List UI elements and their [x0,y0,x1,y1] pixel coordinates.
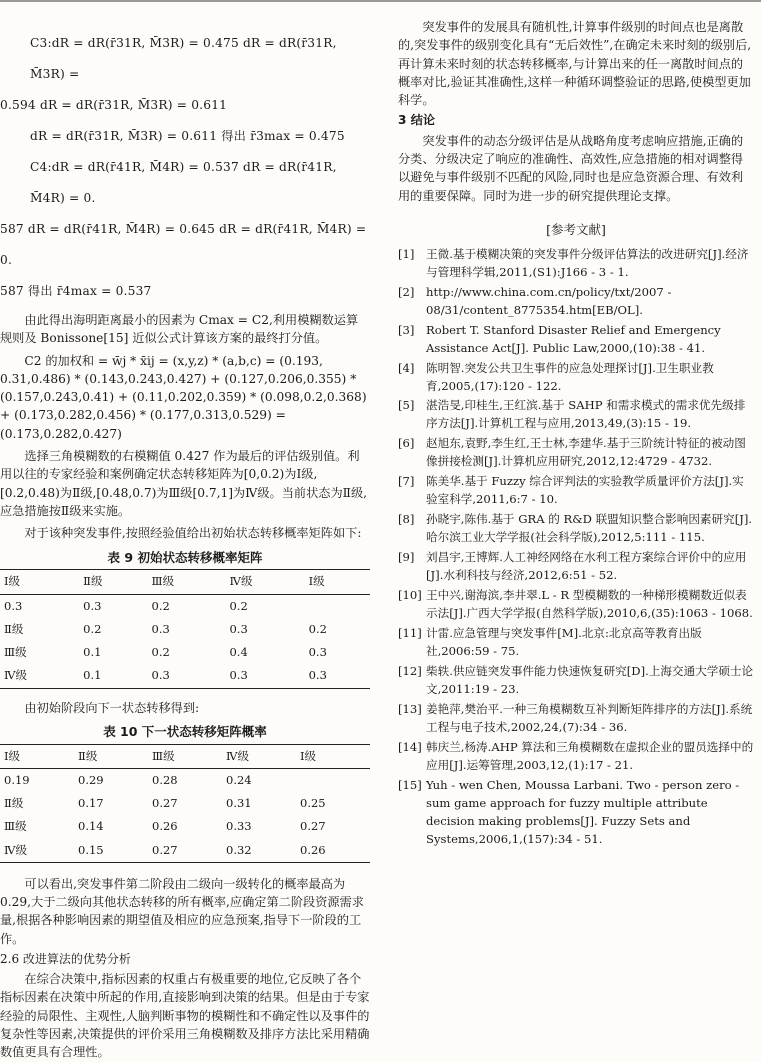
paragraph: 选择三角模糊数的右模糊值 0.427 作为最后的评估级别值。利用以往的专家经验和案例确定状态转移矩阵为[0,0.2)为Ⅰ级,[0.2,0.48)为Ⅱ级,[0.48,0.7)为Ⅲ级[0.7,1]为Ⅳ级。当前状态为Ⅱ级,应急措施按Ⅱ级来实施。 [0,449,368,518]
table-cell: 0.3 [229,621,248,636]
reference-item [398,701,754,737]
table-cell: 0.25 [300,796,326,811]
table-cell: 0.15 [78,842,104,857]
reference-item [398,473,754,509]
table-9 [0,569,370,688]
table-cell: Ⅲ级 [4,645,27,660]
reference-item [398,739,754,775]
table-cell: 0.33 [226,819,252,834]
table-row [0,641,370,664]
table-row [0,792,370,815]
reference-number: [1] [398,246,415,261]
reference-item [398,663,754,699]
table-cell: 0.24 [226,772,252,787]
table-cell: 0.27 [300,819,326,834]
table-cell: 0.31 [226,796,252,811]
table-cell: 0.3 [4,598,23,613]
reference-number: [9] [398,550,415,565]
table-cell: 0.28 [152,772,178,787]
table-cell: 0.29 [78,772,104,787]
table-header-cell: Ⅱ级 [74,744,148,768]
table-cell: 0.1 [83,668,102,683]
paragraph: 对于该种突发事件,按照经验值给出初始状态转移概率矩阵如下: [24,526,362,541]
references-list [398,246,754,849]
table-cell: 0.27 [152,796,178,811]
reference-text: 陈明智.突发公共卫生事件的应急处理探讨[J].卫生职业教育,2005,(17):120 - 122. [426,360,714,393]
reference-text: Robert T. Stanford Disaster Relief and Emergency Assistance Act[J]. Public Law,2000,(10):38 - 41. [426,322,721,355]
table-row [0,839,370,863]
equation-line: 0.594 dR = dR(r̄31R, M̄3R) = 0.611 [0,98,228,112]
paragraph: 突发事件的动态分级评估是从战略角度考虑响应措施,正确的分类、分级决定了响应的准确性、高效性,应急措施的相对调整得以避免与事件级别不匹配的风险,同时也是应急资源合理、有效利用的重要保障。同时为进一步的研究提供理论支撑。 [398,133,744,203]
table-row [0,768,370,792]
reference-text: 刘昌宇,王博辉.人工神经网络在水利工程方案综合评价中的应用[J].水利科技与经济,2012,6:51 - 52. [426,550,747,583]
equation-line: 587 得出 r̄4max = 0.537 [0,284,152,298]
reference-item [398,284,754,320]
reference-number: [6] [398,436,415,451]
reference-text: 韩庆兰,杨涛.AHP 算法和三角模糊数在虚拟企业的盟员选择中的应用[J].运筹管理,2003,12,(1):17 - 21. [426,739,754,772]
reference-text: 柴轶.供应链突发事件能力快速恢复研究[D].上海交通大学硕士论文,2011:19 - 23. [426,664,754,696]
equation-line: dR = dR(r̄31R, M̄3R) = 0.611 得出 r̄3max = 0.475 [30,129,345,143]
table-cell: 0.26 [152,819,178,834]
reference-item [398,511,754,547]
table-cell: Ⅳ级 [4,668,27,683]
table-row [0,664,370,688]
table-header-cell: Ⅳ级 [222,744,296,768]
reference-text: 王微.基于模糊决策的突发事件分级评估算法的改进研究[J].经济与管理科学辑,2011,(S1):J166 - 3 - 1. [426,246,749,279]
reference-text: 孙晓宇,陈伟.基于 GRA 的 R&D 联盟知识整合影响因素研究[J].哈尔滨工业大学学报(社会科学版),2012,5:111 - 115. [426,512,753,545]
reference-item [398,435,754,471]
reference-text: 赵旭东,袁野,李生红,王士林,李建华.基于三阶统计特征的被动图像拼接检测[J].计算机应用研究,2012,12:4729 - 4732. [426,436,746,469]
reference-item [398,397,754,433]
reference-text: Yuh - wen Chen, Moussa Larbani. Two - person zero - sum game approach for fuzzy multiple attribute decision making problems[J]. Fuzzy Sets and Systems,2006,1,(157):34 - 51. [426,777,740,846]
table-header-cell: Ⅰ级 [296,744,370,768]
reference-number: [14] [398,739,422,754]
table-cell: 0.1 [83,645,102,660]
table-cell: 0.3 [151,668,170,683]
reference-item [398,587,754,623]
table-cell: 0.3 [151,621,170,636]
table-header-cell: Ⅲ级 [148,744,222,768]
reference-number: [7] [398,474,415,489]
table-cell: Ⅳ级 [4,842,27,857]
right-column [398,0,754,851]
table-cell: 0.32 [226,842,252,857]
table-cell: 0.2 [308,621,327,636]
reference-text: 王中兴,谢海滨,李井翠.L - R 型模糊数的一种梯形模糊数近似表示法[J].广西大学学报(自然科学版),2010,6,(35):1063 - 1068. [426,588,753,621]
table-title: 表 10 下一状态转移矩阵概率 [103,723,267,739]
paragraph: 由初始阶段向下一状态转移得到: [24,700,200,715]
paragraph: 由此得出海明距离最小的因素为 Cmax = C2,利用模糊数运算规则及 Bonissone[15] 近似公式计算该方案的最终打分值。 [0,313,359,346]
table-row [0,618,370,641]
reference-text: http://www.china.com.cn/policy/txt/2007 - 08/31/content_8775354.htm[EB/OL]. [426,284,672,317]
table-header-cell: Ⅲ级 [148,570,226,594]
table-cell: 0.19 [4,772,30,787]
table-cell [305,594,370,618]
table-cell: 0.4 [229,645,248,660]
section-heading: 3 结论 [398,113,436,128]
reference-text: 陈美华.基于 Fuzzy 综合评判法的实验教学质量评价方法[J].实验室科学,2011,6:7 - 10. [426,474,744,507]
table-row [0,594,370,618]
reference-number: [12] [398,664,422,679]
equation-line: C4:dR = dR(r̄41R, M̄4R) = 0.537 dR = dR(r̄41R, M̄4R) = 0. [30,160,337,205]
table-10 [0,744,370,863]
reference-number: [15] [398,777,422,792]
paragraph: 在综合决策中,指标因素的权重占有极重要的地位,它反映了各个指标因素在决策中所起的作用,直接影响到决策的结果。但是由于专家经验的局限性、主观性,人脑判断事物的模糊性和不确定性以及事件的复杂性等因素,决策提供的评价采用三角模糊数及排序方法比采用精确数值更具有合理性。 [0,972,370,1060]
table-cell: Ⅱ级 [4,796,24,811]
equation-line: 587 dR = dR(r̄41R, M̄4R) = 0.645 dR = dR(r̄41R, M̄4R) = 0. [0,222,367,267]
paragraph: 可以看出,突发事件第二阶段由二级向一级转化的概率最高为 0.29,大于二级向其他状态转移的所有概率,应确定第二阶段资源需求量,根据各种影响因素的期望值及相应的应急预案,指导下一阶段的工作。 [0,876,364,946]
table-header-cell: Ⅰ级 [0,570,79,594]
table-row [0,815,370,838]
reference-number: [10] [398,588,422,603]
paragraph: C2 的加权和 = w̄j * x̄ij = (x,y,z) * (a,b,c) = (0.193, 0.31,0.486) * (0.143,0.243,0.427) + (0.127,0.206,0.355) * (0.157,0.243,0.41) + (0.11,0.202,0.359) * (0.098,0.2,0.368) + (0.173,0.282,0.456) * (0.177,0.313,0.529) = (0.173,0.282,0.427) [0,353,367,441]
left-column [0,0,370,1062]
reference-number: [3] [398,322,415,337]
reference-item [398,322,754,358]
table-title: 表 9 初始状态转移概率矩阵 [107,549,263,565]
table-cell: 0.17 [78,796,104,811]
reference-number: [2] [398,284,415,299]
table-cell [296,768,370,792]
table-cell: 0.3 [308,645,327,660]
table-cell: 0.2 [151,645,170,660]
table-cell: 0.3 [229,668,248,683]
paragraph: 突发事件的发展具有随机性,计算事件级别的时间点也是离散的,突发事件的级别变化具有“无后效性”,在确定未来时刻的级别后,再计算未来时刻的状态转移概率,与计算出来的任一离散时间点的概率对比,验证其准确性,这样一种循环调整验证的思路,使模型更加科学。 [398,20,752,108]
reference-number: [11] [398,626,422,641]
reference-item [398,549,754,585]
table-cell: Ⅲ级 [4,819,27,834]
references-heading: [参考文献] [546,221,606,237]
table-header-cell: Ⅰ级 [0,744,74,768]
table-cell: 0.2 [229,598,248,613]
reference-number: [13] [398,701,422,716]
reference-item [398,360,754,396]
reference-item [398,625,754,661]
reference-text: 计雷.应急管理与突发事件[M].北京:北京高等教育出版社,2006:59 - 75. [426,626,702,659]
table-cell: 0.26 [300,842,326,857]
equation-line: C3:dR = dR(r̄31R, M̄3R) = 0.475 dR = dR(r̄31R, M̄3R) = [30,36,337,81]
section-heading: 2.6 改进算法的优势分析 [0,952,131,967]
reference-item [398,246,754,282]
table-header-cell: Ⅳ级 [225,570,304,594]
table-cell: 0.27 [152,842,178,857]
reference-text: 姜艳萍,樊治平.一种三角模糊数互补判断矩阵排序的方法[J].系统工程与电子技术,2002,24,(7):34 - 36. [426,701,753,734]
table-header-cell: Ⅱ级 [79,570,147,594]
table-cell: 0.2 [83,621,102,636]
table-cell: 0.14 [78,819,104,834]
table-cell: 0.3 [83,598,102,613]
reference-item [398,777,754,849]
table-cell: 0.2 [151,598,170,613]
reference-number: [8] [398,512,415,527]
table-header-cell: Ⅰ级 [305,570,370,594]
reference-number: [4] [398,360,415,375]
table-cell: 0.3 [308,668,327,683]
reference-text: 湛浩旻,印桂生,王红滨.基于 SAHP 和需求模式的需求优先级排序方法[J].计算机工程与应用,2013,49,(3):15 - 19. [426,398,746,431]
table-cell: Ⅱ级 [4,621,24,636]
reference-number: [5] [398,398,415,413]
